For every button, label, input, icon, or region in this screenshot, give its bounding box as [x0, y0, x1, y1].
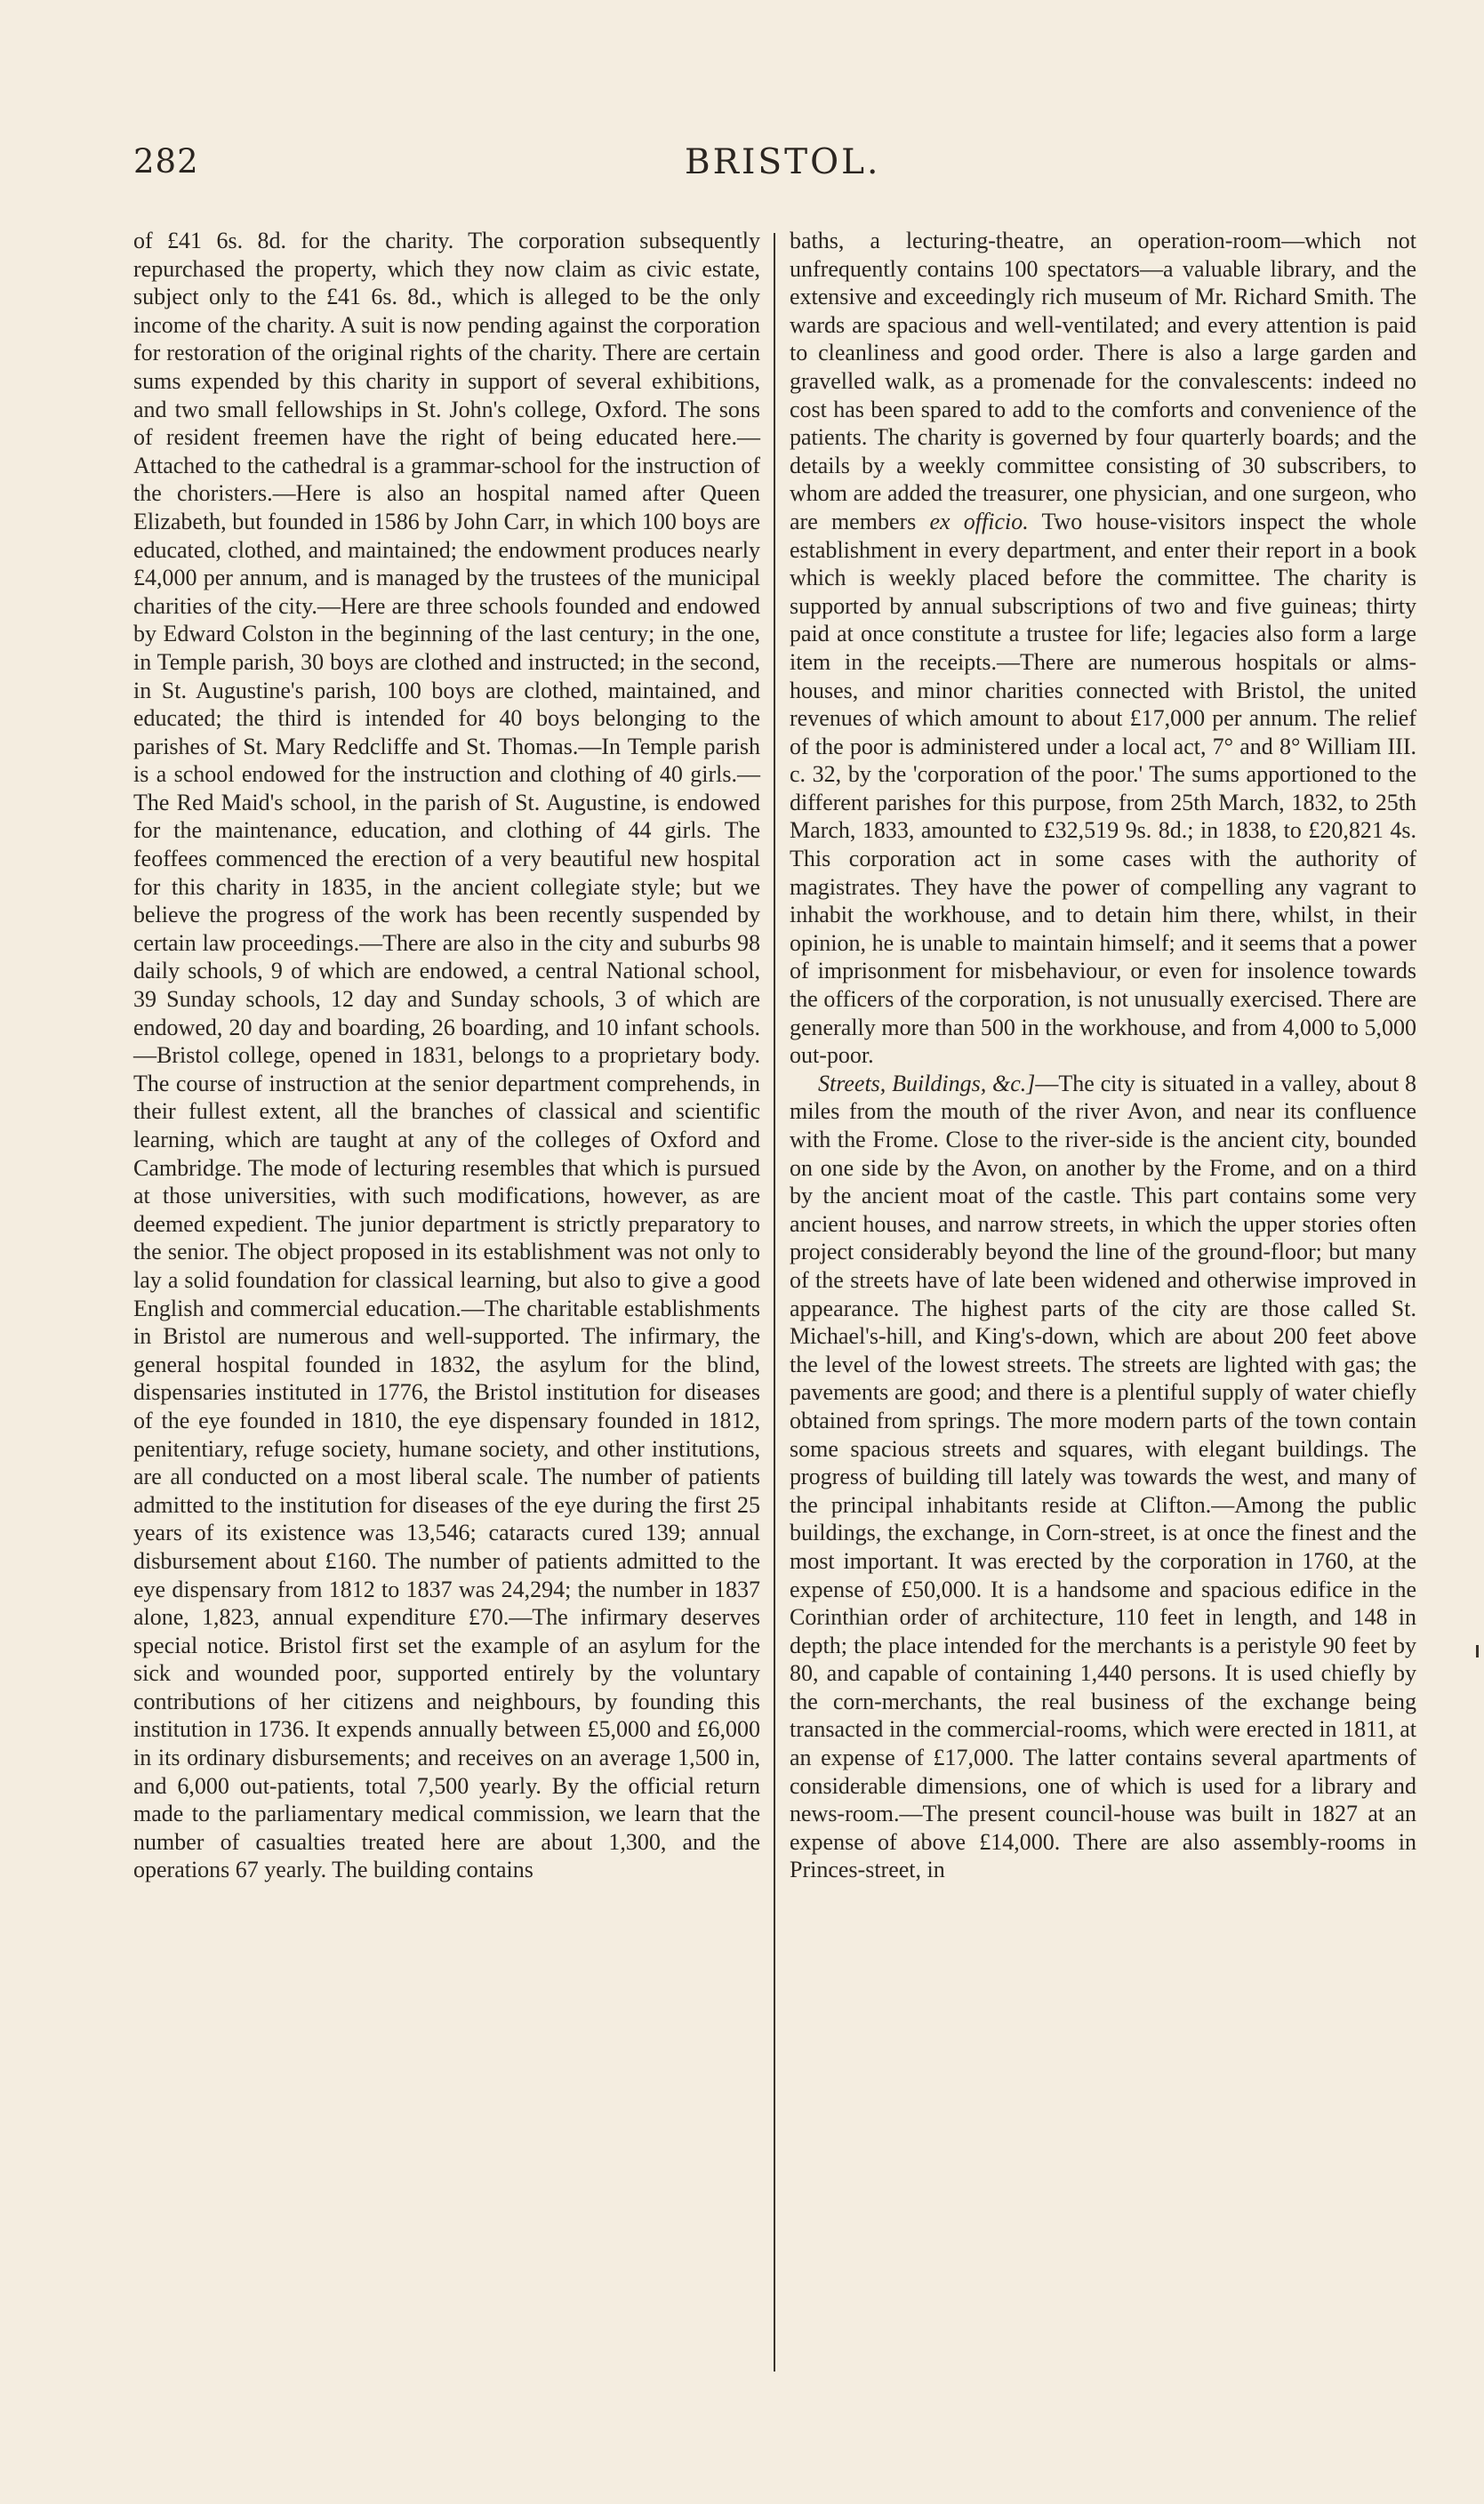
column-divider — [774, 233, 775, 2372]
running-head: BRISTOL. — [685, 142, 881, 182]
right-column — [790, 227, 1416, 1884]
right-column-paragraph-1 — [790, 227, 1416, 1070]
page-number: 282 — [133, 142, 199, 181]
paragraph-text: baths, a lecturing-theatre, an operation-room—which not unfrequently contains 100 spectators—a valuable library, and the extensive and exceedingly rich museum of Mr. Richard Smith. The wards are spacious and well-ventilated; and every attention is paid to cleanliness and good order. There is also a large garden and gravelled walk, as a promenade for the convalescents: indeed no cost has been spared to add to the comforts and convenience of the patients. The charity is governed by four quarterly boards; and the details by a weekly committee consisting of 30 subscribers, to whom are added the treasurer, one physician, and one surgeon, who are members — [790, 228, 1416, 534]
paragraph-text: —The city is situated in a valley, about 8 miles from the mouth of the river Avon, and near its confluence with the Frome. Close to the river-side is the ancient city, bounded on one side by the Avon, on another by the Frome, and on a third by the ancient moat of the castle. This part contains some very ancient houses, and narrow streets, in which the upper stories often project considerably beyond the line of the ground-floor; but many of the streets have of late been widened and otherwise improved in appearance. The highest parts of the city are those called St. Michael's-hill, and King's-down, which are about 200 feet above the level of the lowest streets. The streets are lighted with gas; the pavements are good; and there is a plentiful supply of water chiefly obtained from springs. The more modern parts of the town contain some spacious streets and squares, with elegant buildings. The progress of building till lately was towards the west, and many of the principal inhabitants reside at Clifton.—Among the public buildings, the exchange, in Corn-street, is at once the finest and the most important. It was erected by the corporation in 1760, at the expense of £50,000. It is a handsome and spacious edifice in the Corinthian order of architecture, 110 feet in length, and 148 in depth; the place intended for the merchants is a peristyle 90 feet by 80, and capable of containing 1,440 persons. It is used chiefly by the corn-merchants, the real business of the exchange being transacted in the commercial-rooms, which were erected in 1811, at an expense of £17,000. The latter contains several apartments of considerable dimensions, one of which is used for a library and news-room.—The present council-house was built in 1827 at an expense of above £14,000. There are also assembly-rooms in Princes-street, in — [790, 1070, 1416, 1883]
section-heading: Streets, Buildings, &c.] — [818, 1070, 1036, 1096]
page-header — [133, 142, 1423, 196]
paragraph-text: Two house-visitors inspect the whole establishment in every department, and enter their report in a book which is weekly placed before the committee. The charity is supported by annual subscriptions of two and five guineas; thirty paid at once constitute a trustee for life; legacies also form a large item in the receipts.—There are numerous hospitals or alms-houses, and minor charities connected with Bristol, the united revenues of which amount to about £17,000 per annum. The relief of the poor is administered under a local act, 7° and 8° William III. c. 32, by the 'corporation of the poor.' The sums apportioned to the different parishes for this purpose, from 25th March, 1832, to 25th March, 1833, amounted to £32,519 9s. 8d.; in 1838, to £20,821 4s. This corporation act in some cases with the authority of magistrates. They have the power of compelling any vagrant to inhabit the workhouse, and to detain him there, whilst, in their opinion, he is unable to maintain himself; and it seems that a power of imprisonment for misbehaviour, or even for insolence towards the officers of the corporation, is not unusually exercised. There are generally more than 500 in the workhouse, and from 4,000 to 5,000 out-poor. — [790, 508, 1417, 1069]
margin-mark — [1476, 1645, 1479, 1657]
left-column-paragraph: of £41 6s. 8d. for the charity. The corporation subsequently repurchased the property, which they now claim as civic estate, subject only to the £41 6s. 8d., which is alleged to be the only income of the charity. A suit is now pending against the corporation for restoration of the original rights of the charity. There are certain sums expended by this charity in support of several exhibitions, and two small fellowships in St. John's college, Oxford. The sons of resident freemen have the right of being educated here.—Attached to the cathedral is a grammar-school for the instruction of the choristers.—Here is also an hospital named after Queen Elizabeth, but founded in 1586 by John Carr, in which 100 boys are educated, clothed, and maintained; the endowment produces nearly £4,000 per annum, and is managed by the trustees of the municipal charities of the city.—Here are three schools founded and endowed by Edward Colston in the beginning of the last century; in the one, in Temple parish, 30 boys are clothed and instructed; in the second, in St. Augustine's parish, 100 boys are clothed, maintained, and educated; the third is intended for 40 boys belonging to the parishes of St. Mary Redcliffe and St. Thomas.—In Temple parish is a school endowed for the instruction and clothing of 40 girls.—The Red Maid's school, in the parish of St. Augustine, is endowed for the maintenance, education, and clothing of 44 girls. The feoffees commenced the erection of a very beautiful new hospital for this charity in 1835, in the ancient collegiate style; but we believe the progress of the work has been recently suspended by certain law proceedings.—There are also in the city and suburbs 98 daily schools, 9 of which are endowed, a central National school, 39 Sunday schools, 12 day and Sunday schools, 3 of which are endowed, 20 day and boarding, 26 boarding, and 10 infant schools.—Bristol college, opened in 1831, belongs to a proprietary body. The course of instruction at the senior department comprehends, in their fullest extent, all the branches of classical and scientific learning, which are taught at any of the colleges of Oxford and Cambridge. The mode of lecturing resembles that which is pursued at those universities, with such modifications, however, as are deemed expedient. The junior department is strictly preparatory to the senior. The object proposed in its establishment was not only to lay a solid foundation for classical learning, but also to give a good English and commercial education.—The charitable establishments in Bristol are numerous and well-supported. The infirmary, the general hospital founded in 1832, the asylum for the blind, dispensaries instituted in 1776, the Bristol institution for diseases of the eye founded in 1810, the eye dispensary founded in 1812, penitentiary, refuge society, humane society, and other institutions, are all conducted on a most liberal scale. The number of patients admitted to the institution for diseases of the eye during the first 25 years of its existence was 13,546; cataracts cured 139; annual disbursement about £160. The number of patients admitted to the eye dispensary from 1812 to 1837 was 24,294; the number in 1837 alone, 1,823, annual expenditure £70.—The infirmary deserves special notice. Bristol first set the example of an asylum for the sick and wounded poor, supported entirely by the voluntary contributions of her citizens and neighbours, by founding this institution in 1736. It expends annually between £5,000 and £6,000 in its ordinary disbursements; and receives on an average 1,500 in, and 6,000 out-patients, total 7,500 yearly. By the official return made to the parliamentary medical commission, we learn that the number of casualties treated here are about 1,300, and the operations 67 yearly. The building contains — [133, 228, 760, 1883]
left-column — [133, 227, 760, 1884]
right-column-paragraph-2 — [790, 1070, 1416, 1884]
latin-phrase: ex officio. — [929, 508, 1029, 534]
